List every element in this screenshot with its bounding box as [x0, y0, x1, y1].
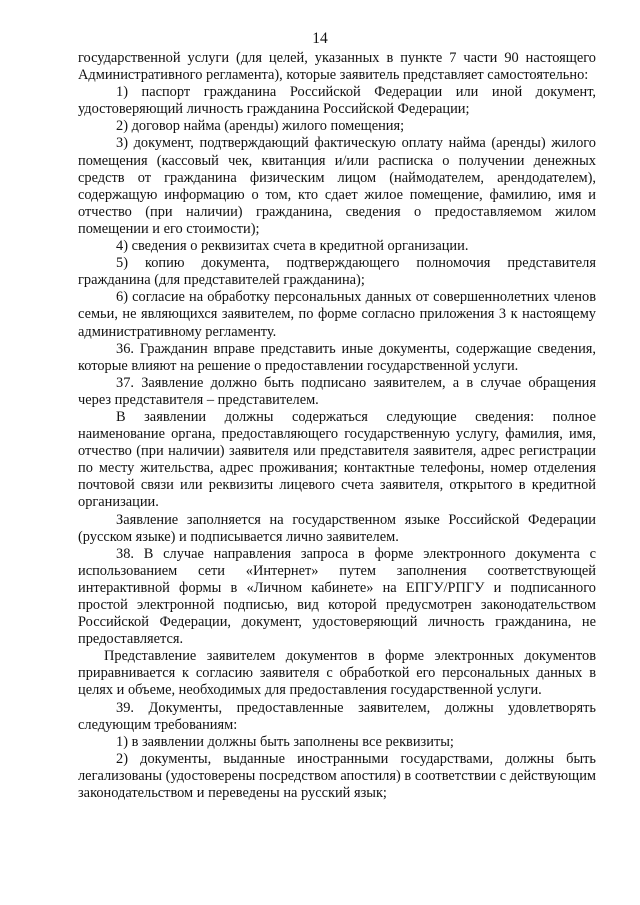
paragraph-application-language: Заявление заполняется на государственном языке Российской Федерации (русском языке) и подписывается лично заявителем. [78, 511, 596, 545]
list-item-passport: 1) паспорт гражданина Российской Федерации или иной документ, удостоверяющий личность гражданина Российской Федерации; [78, 84, 596, 118]
list-item-bank-details: 4) сведения о реквизитах счета в кредитной организации. [116, 238, 469, 255]
page-number: 14 [312, 30, 328, 47]
list-item-requisites: 1) в заявлении должны быть заполнены все реквизиты; [116, 733, 454, 750]
paragraph-intro-continuation: государственной услуги (для целей, указанных в пункте 7 части 90 настоящего Административного регламента), которые заявитель представляет самостоятельно: [78, 50, 596, 84]
clause-38: 38. В случае направления запроса в форме электронного документа с использованием сети «Интернет» путем заполнения соответствующей интерактивной формы в «Личном кабинете» на ЕПГУ/РПГУ и подписанного простой электронной подписью, вид которой предусмотрен законодательством Российской Федерации, документ, удостоверяющий личность гражданина, не предоставляется. [78, 545, 596, 648]
list-item-rental-contract: 2) договор найма (аренды) жилого помещения; [116, 118, 405, 135]
clause-36: 36. Гражданин вправе представить иные документы, содержащие сведения, которые влияют на решение о предоставлении государственной услуги. [78, 340, 596, 374]
paragraph-application-contents: В заявлении должны содержаться следующие сведения: полное наименование органа, предоставляющего государственную услугу, фамилия, имя, отчество (при наличии) заявителя или представителя заявителя, адрес регистрации по месту жительства, адрес проживания; контактные телефоны, номер отделения почтовой связи или реквизиты лицевого счета заявителя, открытого в кредитной организации. [78, 408, 596, 511]
clause-39: 39. Документы, предоставленные заявителем, должны удовлетворять следующим требованиям: [78, 699, 596, 733]
list-item-legalization: 2) документы, выданные иностранными государствами, должны быть легализованы (удостоверены посредством апостиля) в соответствии с действующим законодательством и переведены на русский язык; [78, 750, 596, 802]
document-body [78, 50, 596, 802]
list-item-payment-proof: 3) документ, подтверждающий фактическую оплату найма (аренды) жилого помещения (кассовый чек, квитанция и/или расписка о получении денежных средств от гражданина физическим лицом (наймодателем, арендодателем), содержащую информацию о том, кто сдает жилое помещение, фамилию, имя и отчество (при наличии) гражданина, сведения о предоставляемом жилом помещении и его стоимости); [78, 135, 596, 237]
list-item-representative-authority: 5) копию документа, подтверждающего полномочия представителя гражданина (для представителей гражданина); [78, 255, 596, 289]
clause-37: 37. Заявление должно быть подписано заявителем, а в случае обращения через представителя – представителем. [78, 374, 596, 408]
paragraph-electronic-consent: Представление заявителем документов в форме электронных документов приравнивается к согласию заявителя с обработкой его персональных данных в целях и объеме, необходимых для предоставления государственной услуги. [78, 648, 596, 699]
list-item-personal-data-consent: 6) согласие на обработку персональных данных от совершеннолетних членов семьи, не являющихся заявителем, по форме согласно приложения 3 к настоящему административному регламенту. [78, 289, 596, 340]
